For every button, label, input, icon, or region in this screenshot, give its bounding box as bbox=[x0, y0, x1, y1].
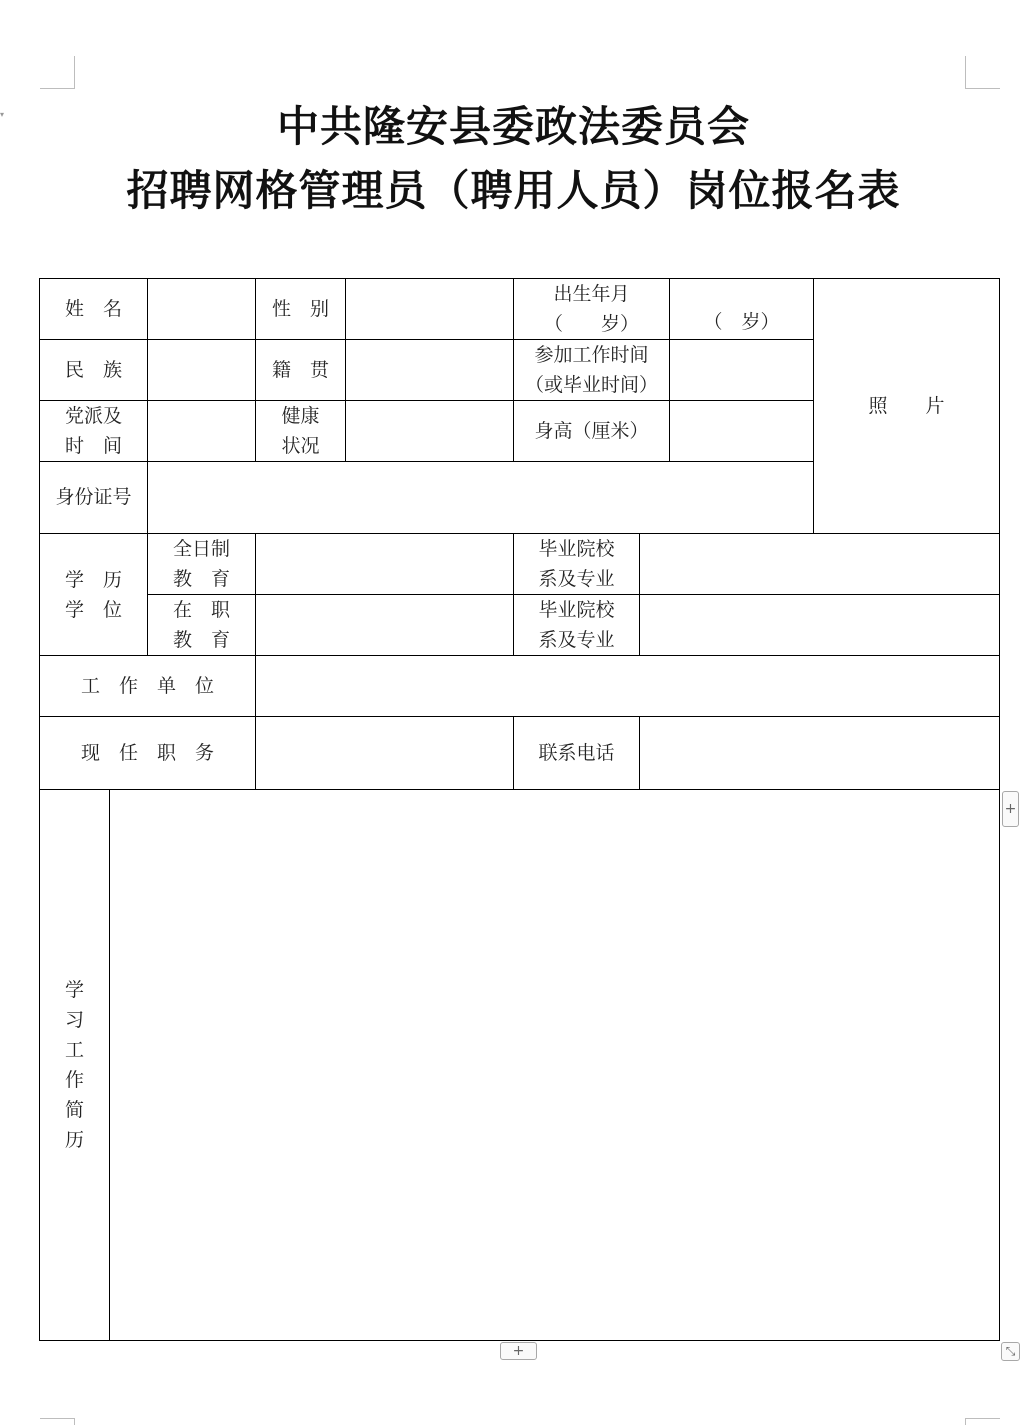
employer-label: 工 作 单 位 bbox=[80, 674, 214, 697]
document-title-line-2: 招聘网格管理员（聘用人员）岗位报名表 bbox=[126, 166, 901, 215]
phone-label: 联系电话 bbox=[538, 741, 615, 764]
resume-label-char: 工 bbox=[64, 1039, 84, 1061]
birth-field[interactable] bbox=[670, 279, 813, 339]
name-label: 姓 名 bbox=[64, 297, 122, 320]
inservice-school-label-line1: 毕业院校 bbox=[538, 599, 615, 621]
photo-box[interactable] bbox=[814, 279, 999, 533]
ethnicity-field[interactable] bbox=[148, 340, 255, 400]
birth-label-text: 出生年月 bbox=[553, 283, 630, 305]
native-place-field[interactable] bbox=[346, 340, 513, 400]
birth-label bbox=[514, 279, 669, 339]
position-label: 现 任 职 务 bbox=[80, 741, 214, 764]
add-column-button[interactable]: + bbox=[1002, 791, 1019, 827]
education-label bbox=[40, 534, 147, 655]
margin-marker: ▾ bbox=[0, 110, 5, 119]
native-place-label: 籍 贯 bbox=[271, 358, 329, 381]
party-label-line2: 时 间 bbox=[64, 435, 122, 457]
resume-field[interactable] bbox=[110, 790, 999, 1340]
table-resize-handle[interactable]: ⤡ bbox=[1001, 1342, 1020, 1361]
height-field[interactable] bbox=[670, 401, 813, 461]
resume-label-char: 作 bbox=[64, 1069, 84, 1091]
resume-label-char: 历 bbox=[64, 1129, 84, 1151]
document-title-line-1: 中共隆安县委政法委员会 bbox=[276, 102, 750, 151]
health-label-line2: 状况 bbox=[281, 435, 320, 457]
fulltime-school-label-line2: 系及专业 bbox=[538, 568, 615, 590]
name-field[interactable] bbox=[148, 279, 255, 339]
id-number-field[interactable] bbox=[148, 462, 813, 533]
photo-label: 照 片 bbox=[868, 394, 945, 417]
employer-field[interactable] bbox=[256, 656, 999, 716]
fulltime-education-label bbox=[148, 534, 255, 594]
party-field[interactable] bbox=[148, 401, 255, 461]
fulltime-label-line2: 教 育 bbox=[172, 568, 230, 590]
health-label bbox=[256, 401, 345, 461]
inservice-label-line2: 教 育 bbox=[172, 629, 230, 651]
height-label: 身高（厘米） bbox=[534, 419, 649, 442]
fulltime-school-label bbox=[514, 534, 639, 594]
fulltime-label-line1: 全日制 bbox=[172, 538, 230, 560]
work-start-field[interactable] bbox=[670, 340, 813, 400]
birth-age-hint: （ 岁） bbox=[543, 313, 639, 335]
phone-field[interactable] bbox=[640, 717, 999, 789]
fulltime-school-label-line1: 毕业院校 bbox=[538, 538, 615, 560]
inservice-education-label bbox=[148, 595, 255, 655]
gender-field[interactable] bbox=[346, 279, 513, 339]
inservice-school-field[interactable] bbox=[640, 595, 999, 655]
inservice-school-label-line2: 系及专业 bbox=[538, 629, 615, 651]
work-start-label-line1: 参加工作时间 bbox=[534, 344, 649, 366]
resume-label bbox=[40, 790, 109, 1340]
education-label-line1: 学 历 bbox=[64, 568, 122, 591]
position-field[interactable] bbox=[256, 717, 513, 789]
add-row-button[interactable]: + bbox=[500, 1342, 537, 1360]
ethnicity-label: 民 族 bbox=[64, 358, 122, 381]
health-label-line1: 健康 bbox=[281, 405, 320, 427]
party-label-line1: 党派及 bbox=[64, 405, 122, 427]
inservice-school-label bbox=[514, 595, 639, 655]
resume-label-char: 简 bbox=[64, 1099, 84, 1121]
fulltime-education-field[interactable] bbox=[256, 534, 513, 594]
party-label bbox=[40, 401, 147, 461]
resume-label-char: 习 bbox=[64, 1009, 84, 1031]
health-field[interactable] bbox=[346, 401, 513, 461]
inservice-education-field[interactable] bbox=[256, 595, 513, 655]
id-number-label: 身份证号 bbox=[55, 486, 132, 508]
fulltime-school-field[interactable] bbox=[640, 534, 999, 594]
inservice-label-line1: 在 职 bbox=[172, 599, 230, 621]
resume-label-char: 学 bbox=[64, 979, 84, 1001]
education-label-line2: 学 位 bbox=[64, 598, 122, 621]
work-start-label-line2: （或毕业时间） bbox=[524, 374, 658, 396]
work-start-label bbox=[514, 340, 669, 400]
age-hint: （ 岁） bbox=[703, 311, 780, 333]
gender-label: 性 别 bbox=[271, 297, 329, 320]
